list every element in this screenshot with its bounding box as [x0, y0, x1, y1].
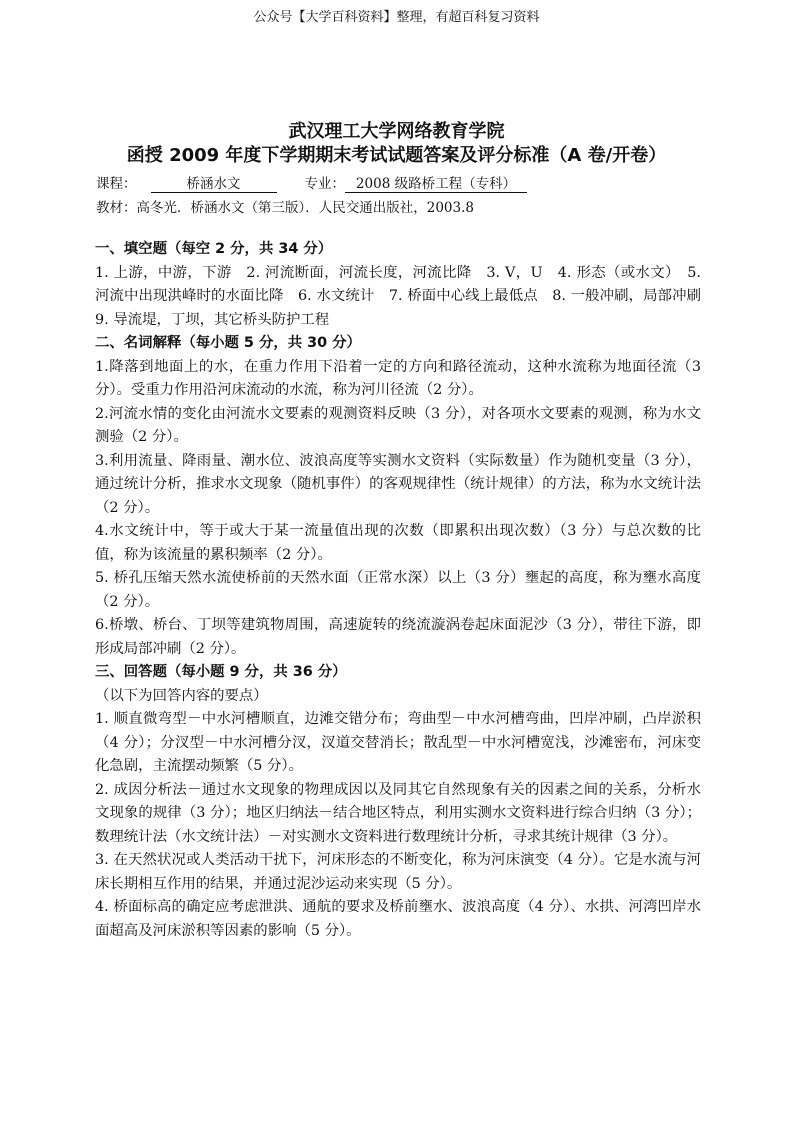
major-value: 2008 级路桥工程（专科）: [345, 176, 527, 193]
major-label: 专业：: [304, 176, 345, 192]
section3-item: 1. 顺直微弯型－中水河槽顺直，边滩交错分布；弯曲型－中水河槽弯曲，凹岸冲刷，凸岸淤积（4 分）；分汊型－中水河槽分汊，汊道交替消长；散乱型－中水河槽宽浅，沙滩密布，河床变化急剧，主流摆动频繁（5 分）。: [95, 711, 701, 774]
course-value: 桥涵水文: [151, 176, 277, 193]
section1-heading: 一、填空题（每空 2 分，共 34 分）: [95, 241, 333, 257]
section3-item: 4. 桥面标高的确定应考虑泄洪、通航的要求及桥前壅水、波浪高度（4 分）、水拱、河湾凹岸水面超高及河床淤积等因素的影响（5 分）。: [95, 899, 701, 939]
textbook-info: 教材：高冬光．桥涵水文（第三版）．人民交通出版社，2003.8: [96, 200, 474, 216]
section2-item: 5. 桥孔压缩天然水流使桥前的天然水面（正常水深）以上（3 分）壅起的高度，称为壅水高度（2 分）。: [95, 570, 701, 610]
section3-item: 2. 成因分析法－通过水文现象的物理成因以及同其它自然现象有关的因素之间的关系，分析水文现象的规律（3 分）；地区归纳法－结合地区特点，利用实测水文资料进行综合归纳（3 分）；数理统计法（水文统计法）－对实测水文资料进行数理统计分析，寻求其统计规律（3 分）。: [95, 781, 701, 845]
section2-item: 1.降落到地面上的水，在重力作用下沿着一定的方向和路径流动，这种水流称为地面径流（3 分）。受重力作用沿河床流动的水流，称为河川径流（2 分）。: [95, 358, 701, 398]
section2-item: 4.水文统计中，等于或大于某一流量值出现的次数（即累积出现次数）（3 分）与总次数的比值，称为该流量的累积频率（2 分）。: [95, 523, 701, 563]
title-line-1: 武汉理工大学网络教育学院: [288, 121, 505, 142]
section2-item: 3.利用流量、降雨量、潮水位、波浪高度等实测水文资料（实际数量）作为随机变量（3 分），通过统计分析，推求水文现象（随机事件）的客观规律性（统计规律）的方法，称为水文统计法（2 分）。: [95, 452, 701, 516]
section2-item: 6.桥墩、桥台、丁坝等建筑物周围，高速旋转的绕流漩涡卷起床面泥沙（3 分），带往下游，即形成局部冲刷（2 分）。: [95, 617, 701, 657]
header-note: 公众号【大学百科资料】整理，有超百科复习资料: [253, 10, 540, 25]
section3-heading: 三、回答题（每小题 9 分，共 36 分）: [95, 664, 347, 680]
section2-heading: 二、名词解释（每小题 5 分，共 30 分）: [95, 335, 361, 351]
section1-body: 1. 上游，中游，下游 2. 河流断面，河流长度，河流比降 3. V，U 4. 形态（或水文） 5. 河流中出现洪峰时的水面比降 6. 水文统计 7. 桥面中心线上最低点 8. 一般冲刷，局部冲刷 9. 导流堤，丁坝，其它桥头防护工程: [95, 264, 716, 328]
section2-item: 2.河流水情的变化由河流水文要素的观测资料反映（3 分），对各项水文要素的观测，称为水文测验（2 分）。: [95, 405, 701, 445]
section3-item: 3. 在天然状况或人类活动干扰下，河床形态的不断变化，称为河床演变（4 分）。它是水流与河床长期相互作用的结果，并通过泥沙运动来实现（5 分）。: [95, 852, 701, 892]
title-line-2: 函授 2009 年度下学期期末考试试题答案及评分标准（A 卷/开卷）: [126, 145, 667, 166]
section3-note: （以下为回答内容的要点）: [95, 687, 268, 704]
answer-content: [95, 238, 716, 943]
course-label: 课程：: [96, 176, 137, 192]
course-info-row: [96, 172, 527, 193]
